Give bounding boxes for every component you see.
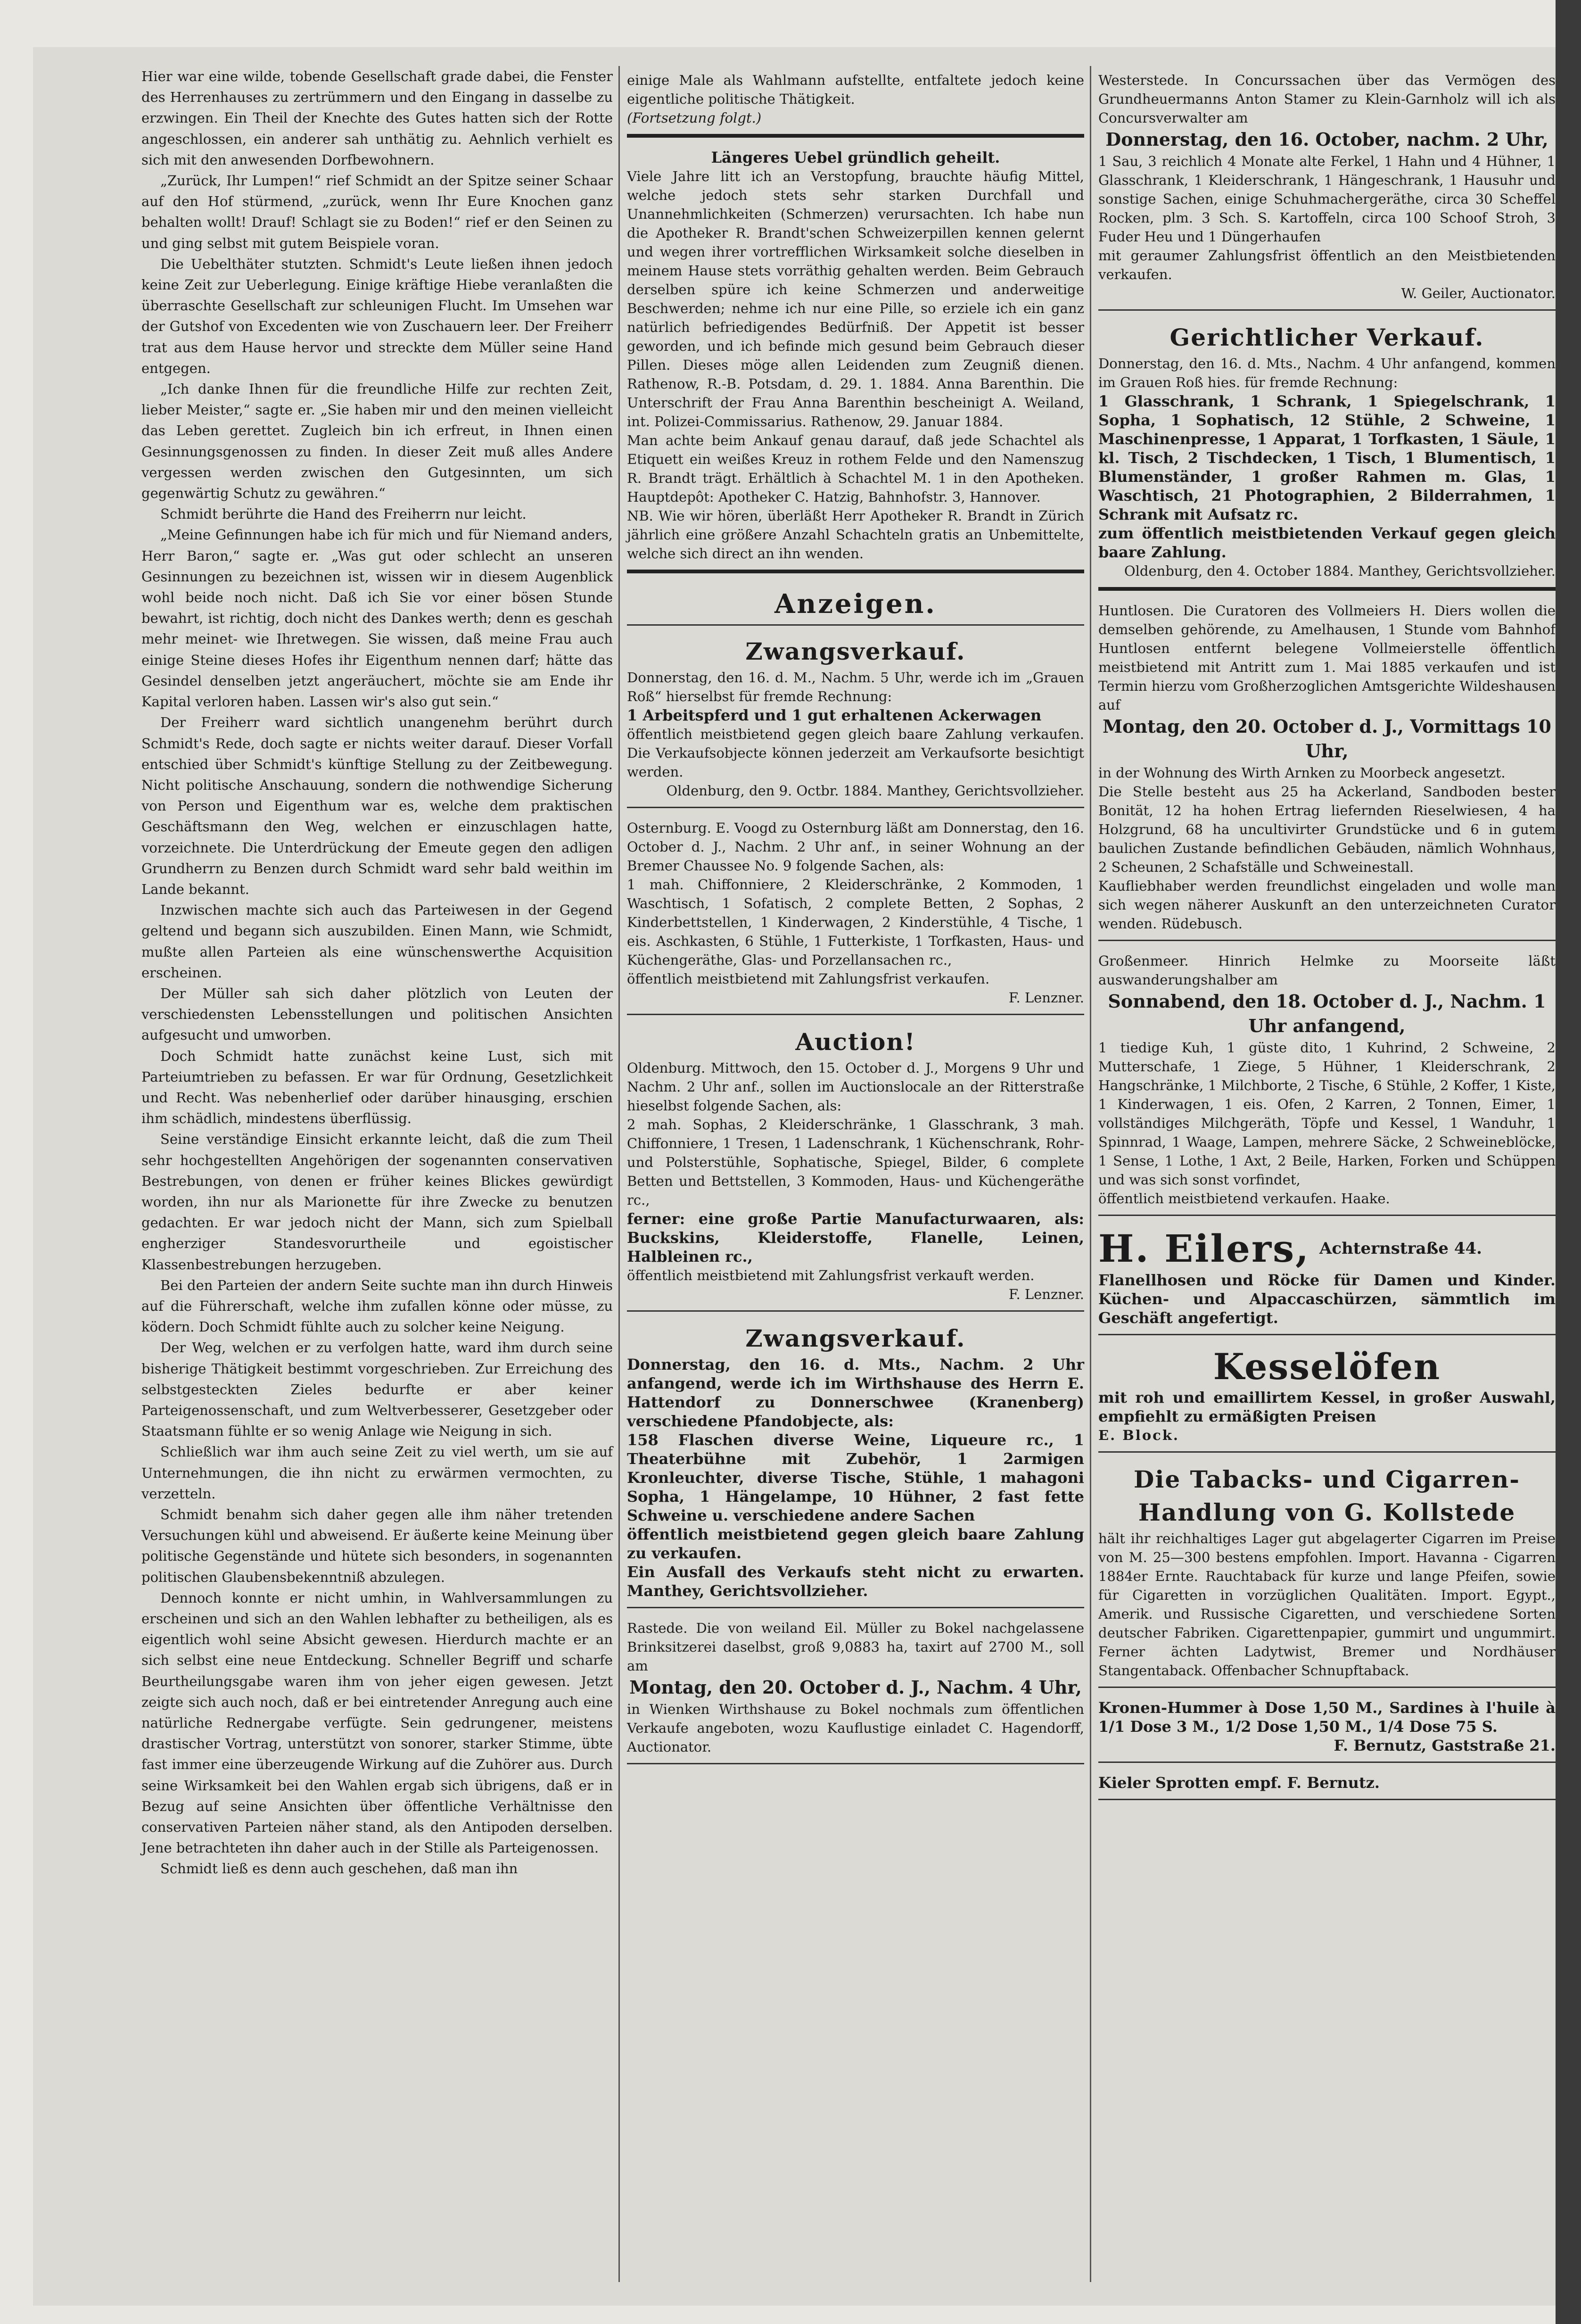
- ad-signature: F. Lenzner.: [1008, 1286, 1084, 1302]
- continued-note: (Fortsetzung folgt.): [627, 110, 762, 126]
- ad-signature: F. Bernutz, Gaststraße 21.: [1334, 1737, 1556, 1754]
- ad-eilers: [1098, 1222, 1556, 1335]
- story-paragraph: „Meine Gefinnungen habe ich für mich und für Niemand anders, Herr Baron,“ sagte er. „Was gut oder schlecht an unseren Gesinnungen zu bezeichnen ist, wissen wir in diesem Augenblick wohl beide noch nicht. Daß ich Sie vor einer bösen Stunde bewahrt, ist richtig, doch nicht des Dankes werth; denn es geschah mehr meinet- wie Ihretwegen. Sie wissen, daß meine Frau auch einige Steine dieses Hofes ihr Eigenthum nennen darf; hätte das Gesindel denselben jetzt angeräuchert, möchte sie am Ende ihr Kapital verloren haben. Lassen wir's also gut sein.“: [141, 527, 613, 710]
- story-paragraph: Schmidt berührte die Hand des Freiherrn nur leicht.: [160, 506, 527, 522]
- ad-zwangsverkauf: [627, 630, 1084, 808]
- ad-text: Flanellhosen und Röcke für Damen und Kinder. Küchen- und Alpaccaschürzen, sämmtlich im Geschäft angefertigt.: [1098, 1271, 1556, 1327]
- ad-text: mit geraumer Zahlungsfrist öffentlich an den Meistbietenden verkaufen.: [1098, 248, 1556, 282]
- ad-text: Die Stelle besteht aus 25 ha Ackerland, Sandboden bester Bonität, 12 ha hohen Ertrag liefernden Rieselwiesen, 4 ha Holzgrund, 68 ha uncultivirter Grundstücke und 6 in gutem baulichen Zustande befindlichen Gebäuden, nämlich Wohnhaus, 2 Scheunen, 2 Schafställe und Schweinestall.: [1098, 784, 1556, 875]
- ad-items: 1 mah. Chiffonniere, 2 Kleiderschränke, 2 Kommoden, 1 Waschtisch, 1 Sofatisch, 2 complete Betten, 2 Sophas, 2 Kinderbettstellen, 1 Kinderwagen, 2 Kinderstühle, 4 Tische, 1 eis. Aschkasten, 6 Stühle, 1 Futterkiste, 1 Torfkasten, Haus- und Küchengeräthe, Glas- und Porzellansachen rc.,: [627, 877, 1084, 968]
- ad-title: Längeres Uebel gründlich geheilt.: [711, 149, 1000, 166]
- ad-date: Montag, den 20. October d. J., Nachm. 4 Uhr,: [629, 1677, 1082, 1698]
- ad-kronen-hummer: [1098, 1694, 1556, 1763]
- ads-column-right: [1098, 66, 1556, 1806]
- ad-kieler-sprotten: [1098, 1769, 1556, 1800]
- story-paragraph: einige Male als Wahlmann aufstellte, entfaltete jedoch keine eigentliche politische Thätigkeit.: [627, 72, 1084, 107]
- ad-text: in der Wohnung des Wirth Arnken zu Moorbeck angesetzt.: [1098, 765, 1506, 781]
- ad-items: 1 Glasschrank, 1 Schrank, 1 Spiegelschrank, 1 Sopha, 1 Sophatisch, 12 Stühle, 2 Schweine, 1 Maschinenpresse, 1 Apparat, 1 Torfkasten, 1 Säule, 1 kl. Tisch, 2 Tischdecken, 1 Tisch, 1 Blumentisch, 1 Blumenständer, 1 großer Rahmen m. Glas, 1 Waschtisch, 21 Photographien, 2 Bilderrahmen, 1 Schrank mit Aufsatz rc.: [1098, 392, 1556, 523]
- ad-title: Gerichtlicher Verkauf.: [1169, 323, 1484, 351]
- story-paragraph: Inzwischen machte sich auch das Parteiwesen in der Gegend geltend und begann sich auszubilden. Einen Mann, wie Schmidt, mußte allen Parteien als eine wünschenswerthe Acquisition erscheinen.: [141, 902, 613, 981]
- ad-text: in Wienken Wirthshause zu Bokel nochmals zum öffentlichen Verkaufe angeboten, wozu Kauflustige einladet C. Hagendorff, Auctionator.: [627, 1701, 1084, 1755]
- ad-text: Donnerstag, den 16. d. Mts., Nachm. 4 Uhr anfangend, kommen im Grauen Roß hies. für fremde Rechnung:: [1098, 356, 1556, 390]
- story-paragraph: Schmidt benahm sich daher gegen alle ihm näher tretenden Versuchungen kühl und abweisend. Er äußerte keine Meinung über politische Gegenstände und hütete sich besonders, in sogenannten politischen Glaubensbekenntniß abzulegen.: [141, 1506, 613, 1585]
- ad-signature: Ein Ausfall des Verkaufs steht nicht zu erwarten. Manthey, Gerichtsvollzieher.: [627, 1563, 1084, 1600]
- ad-items: 158 Flaschen diverse Weine, Liqueure rc., 1 Theaterbühne mit Zubehör, 1 2armigen Kronleuchter, diverse Tische, Stühle, 1 mahagoni Sopha, 1 Hängelampe, 10 Hühner, 2 fast fette Schweine u. verschiedene andere Sachen: [627, 1431, 1084, 1524]
- story-paragraph: Seine verständige Einsicht erkannte leicht, daß die zum Theil sehr hochgestellten Angehörigen der sogenannten conservativen Bestrebungen, von denen er früher keines Blickes gewürdigt worden, ihn nur als Marionette für ihre Zwecke zu benutzen gedachten. Er war jedoch nicht der Mann, sich zum Spielball engherziger Standesvorurtheile und egoistischer Klassenbestrebungen herzugeben.: [141, 1131, 613, 1273]
- ad-text: Kaufliebhaber werden freundlichst eingeladen und wolle man sich wegen näherer Auskunft an den unterzeichneten Curator wenden. Rüdebusch.: [1098, 878, 1556, 932]
- ad-title: Zwangsverkauf.: [745, 637, 966, 665]
- ad-signature: Oldenburg, den 9. Octbr. 1884. Manthey, Gerichtsvollzieher.: [666, 783, 1084, 799]
- story-paragraph: Die Uebelthäter stutzten. Schmidt's Leute ließen ihnen jedoch keine Zeit zur Ueberlegung. Einige kräftige Hiebe veranlaßten die überraschte Gesellschaft zur schleunigen Flucht. Im Umsehen war der Gutshof von Excedenten wie von Zuschauern leer. Der Freiherr trat aus dem Hause hervor und streckte dem Müller seine Hand entgegen.: [141, 256, 613, 376]
- ad-text: Man achte beim Ankauf genau darauf, daß jede Schachtel als Etiquett ein weißes Kreuz in rothem Felde und den Namenszug R. Brandt trägt. Erhältlich à Schachtel M. 1 in den Apotheken. Hauptdepôt: Apotheker C. Hatzig, Bahnhofstr. 3, Hannover.: [627, 432, 1084, 505]
- ad-items: 1 Arbeitspferd und 1 gut erhaltenen Ackerwagen: [627, 706, 1042, 724]
- ad-westerstede: [1098, 66, 1556, 311]
- ad-date: Sonnabend, den 18. October d. J., Nachm. 1 Uhr anfangend,: [1108, 991, 1546, 1036]
- column-rule: [618, 66, 620, 2282]
- ad-text: ferner: eine große Partie Manufacturwaaren, als: Buckskins, Kleiderstoffe, Flanelle, Leinen, Halbleinen rc.,: [627, 1210, 1084, 1265]
- story-paragraph: Doch Schmidt hatte zunächst keine Lust, sich mit Parteiumtrieben zu befassen. Er war für Ordnung, Gesetzlichkeit und Recht. Was nebenherlief oder darüber hinausging, erschien ihm schädlich, mindestens überflüssig.: [141, 1048, 613, 1127]
- story-paragraph: Der Weg, welchen er zu verfolgen hatte, ward ihm durch seine bisherige Thätigkeit bestimmt vorgeschrieben. Zur Erreichung des selbstgesteckten Zieles bedurfte er aber keiner Parteigenossenschaft, und zum Weltverbesserer, Gesetzgeber oder Staatsmann fühlte er so wenig Anlage wie Neigung in sich.: [141, 1340, 613, 1439]
- ad-title: Kesselöfen: [1213, 1346, 1441, 1388]
- ad-text: mit roh und emaillirtem Kessel, in großer Auswahl, empfiehlt zu ermäßigten Preisen: [1098, 1389, 1556, 1425]
- story-paragraph: „Zurück, Ihr Lumpen!“ rief Schmidt an der Spitze seiner Schaar auf den Hof stürmend, „zurück, wenn Ihr Eure Knochen ganz behalten wollt! Drauf! Schlagt sie zu Boden!“ rief er den Seinen zu und ging selbst mit gutem Beispiele voran.: [141, 173, 613, 251]
- ad-text: NB. Wie wir hören, überläßt Herr Apotheker R. Brandt in Zürich jährlich eine größere Anzahl Schachteln gratis an Unbemittelte, welche sich direct an ihn wenden.: [627, 508, 1084, 562]
- ad-text: öffentlich meistbietend mit Zahlungsfrist verkauft werden.: [627, 1267, 1035, 1283]
- ad-signature: W. Geiler, Auctionator.: [1401, 285, 1556, 301]
- ad-header: [1098, 1226, 1556, 1271]
- ad-brand: H. Eilers,: [1098, 1226, 1310, 1271]
- story-continuation: [627, 66, 1084, 138]
- ad-text: Kieler Sprotten empf. F. Bernutz.: [1098, 1774, 1380, 1792]
- page-edge-shadow: [1556, 0, 1581, 2324]
- ad-text: Osternburg. E. Voogd zu Osternburg läßt am Donnerstag, den 16. October d. J., Nachm. 2 Uhr anf., in seiner Wohnung an der Bremer Chaussee No. 9 folgende Sachen, als:: [627, 820, 1084, 874]
- column-rule: [1090, 66, 1091, 2282]
- ad-title: Die Tabacks- und Cigarren-Handlung von G. Kollstede: [1134, 1465, 1520, 1526]
- ad-text: öffentlich meistbietend gegen gleich baare Zahlung zu verkaufen.: [627, 1525, 1084, 1562]
- story-paragraph: Schmidt ließ es denn auch geschehen, daß man ihn: [160, 1861, 518, 1877]
- ad-text: Oldenburg. Mittwoch, den 15. October d. J., Morgens 9 Uhr und Nachm. 2 Uhr anf., sollen im Auctionslocale an der Ritterstraße hieselbst folgende Sachen, als:: [627, 1060, 1084, 1114]
- ad-title: Auction!: [795, 1028, 916, 1056]
- ad-title: Zwangsverkauf.: [745, 1324, 966, 1352]
- ad-auction: [627, 1021, 1084, 1312]
- story-paragraph: Schließlich war ihm auch seine Zeit zu viel werth, um sie auf Unternehmungen, die ihn nicht zu erwärmen vermochten, zu verzetteln.: [141, 1444, 613, 1502]
- ad-huntlosen: [1098, 596, 1556, 941]
- ad-rastede: [627, 1614, 1084, 1764]
- ad-text: öffentlich meistbietend verkaufen. Haake.: [1098, 1191, 1390, 1207]
- ads-column-middle: [627, 66, 1084, 1770]
- ad-items: 2 mah. Sophas, 2 Kleiderschränke, 1 Glasschrank, 3 mah. Chiffonniere, 1 Tresen, 1 Ladenschrank, 1 Küchenschrank, Rohr- und Polsterstühle, Sophatische, Spiegel, Bilder, 6 complete Betten und Bettstellen, 3 Kommoden, Haus- und Küchengeräthe rc.,: [627, 1117, 1084, 1208]
- story-column: [141, 66, 613, 1879]
- ad-text: zum öffentlich meistbietenden Verkauf gegen gleich baare Zahlung.: [1098, 524, 1556, 561]
- ad-signature: F. Lenzner.: [1008, 990, 1084, 1006]
- story-paragraph: Dennoch konnte er nicht umhin, in Wahlversammlungen zu erscheinen und sich an den Wahlen lebhafter zu betheiligen, als es eigentlich wohl seine Absicht gewesen. Hierdurch machte er an sich selbst eine neue Entdeckung. Schneller Begriff und scharfe Beurtheilungsgabe waren ihm von jeher eigen gewesen. Jetzt zeigte sich auch noch, daß er bei eintretender Anregung auch eine natürliche Rednergabe verfügte. Sein gedrungener, meistens drastischer Vortrag, unterstützt von sonorer, starker Stimme, übte fast immer eine überzeugende Wirkung auf die Zuhörer aus. Durch seine Wirksamkeit bei den Wahlen ergab sich übrigens, daß er in Bezug auf seine Ansichten über öffentliche Verhältnisse den conservativen Parteien näher stand, als den Antipoden derselben. Jene betrachteten ihn daher auch in der Stille als Parteigenossen.: [141, 1589, 613, 1856]
- story-paragraph: Der Freiherr ward sichtlich unangenehm berührt durch Schmidt's Rede, doch sagte er nichts weiter darauf. Dieser Vorfall entschied über Schmidt's künftige Stellung zu der Zeitbewegung. Nicht politische Anschauung, sondern die nothwendige Sicherung von Person und Eigenthum war es, welche dem praktischen Geschäftsmann den Weg, welchen er einzuschlagen hatte, vorzeichnete. Die Unterdrückung der Emeute gegen den adligen Grundherrn zu Benzen durch Schmidt ward sehr bald weithin im Lande bekannt.: [141, 714, 613, 897]
- ad-text: Großenmeer. Hinrich Helmke zu Moorseite läßt auswanderungshalber am: [1098, 953, 1556, 988]
- ad-text: hält ihr reichhaltiges Lager gut abgelagerter Cigarren im Preise von M. 25—300 bestens empfohlen. Import. Havanna - Cigarren 1884er Ernte. Rauchtaback für kurze und lange Pfeifen, sowie für Cigaretten in vorzüglichen Qualitäten. Import. Egypt., Amerik. und Russische Cigaretten, und verschiedene Sorten deutscher Fabriken. Cigarettenpapier, gummirt und ungummirt. Ferner ächten Ladytwist, Bremer und Nordhäuser Stangentaback. Offenbacher Schnupftaback.: [1098, 1530, 1556, 1679]
- story-paragraph: Hier war eine wilde, tobende Gesellschaft grade dabei, die Fenster des Herrenhauses zu zertrümmern und den Eingang in dasselbe zu erzwingen. Ein Theil der Knechte des Gutes hatten sich der Rotte angeschlossen, ein anderer sah unthätig zu. Aehnlich verhielt es sich mit den anwesenden Dorfbewohnern.: [141, 68, 613, 168]
- ad-pills: [627, 143, 1084, 573]
- ad-text: Rastede. Die von weiland Eil. Müller zu Bokel nachgelassene Brinksitzerei daselbst, groß 9,0883 ha, taxirt auf 2700 M., soll am: [627, 1620, 1084, 1674]
- ad-grossenmeer: [1098, 947, 1556, 1216]
- ad-date: Donnerstag, den 16. October, nachm. 2 Uhr,: [1105, 129, 1548, 150]
- ad-text: Westerstede. In Concurssachen über das Vermögen des Grundheuermanns Anton Stamer zu Klein-Garnholz will ich als Concursverwalter am: [1098, 72, 1556, 126]
- ad-address: Achternstraße 44.: [1319, 1239, 1482, 1258]
- ad-text: Donnerstag, den 16. d. Mts., Nachm. 2 Uhr anfangend, werde ich im Wirthshause des Herrn E. Hattendorf zu Donnerschwee (Kranenberg) verschiedene Pfandobjecte, als:: [627, 1356, 1084, 1430]
- story-paragraph: „Ich danke Ihnen für die freundliche Hilfe zur rechten Zeit, lieber Meister,“ sagte er. „Sie haben mir und den meinen vielleicht das Leben gerettet. Zugleich bin ich erfreut, in Ihnen einen Gesinnungsgenossen zu finden. In dieser Zeit muß alles Andere vergessen werden zwischen den Gutgesinnten, um sich gegenwärtig Schutz zu gewähren.“: [141, 381, 613, 502]
- story-paragraph: Bei den Parteien der andern Seite suchte man ihn durch Hinweis auf die Führerschaft, welche ihm zufallen könne oder müsse, zu ködern. Doch Schmidt fühlte auch zu solcher keine Neigung.: [141, 1277, 613, 1335]
- ad-osternburg: [627, 814, 1084, 1015]
- ad-signature: E. Block.: [1098, 1427, 1180, 1443]
- ad-items: 1 Sau, 3 reichlich 4 Monate alte Ferkel, 1 Hahn und 4 Hühner, 1 Glasschrank, 1 Kleiderschrank, 1 Hängeschrank, 1 Hausuhr und sonstige Sachen, einige Schuhmachergeräthe, circa 30 Scheffel Rocken, plm. 3 Sch. S. Kartoffeln, circa 100 Schoof Stroh, 3 Fuder Heu und 1 Düngerhaufen: [1098, 153, 1556, 245]
- ad-date: Montag, den 20. October d. J., Vormittags 10 Uhr,: [1103, 716, 1551, 761]
- ad-signature: Oldenburg, den 4. October 1884. Manthey, Gerichtsvollzieher.: [1124, 563, 1556, 579]
- ad-text: Viele Jahre litt ich an Verstopfung, brauchte häufig Mittel, welche jedoch stets sehr starken Durchfall und Unannehmlichkeiten (Schmerzen) verursachten. Ich habe nun die Apotheker R. Brandt'schen Schweizerpillen kennen gelernt und wegen ihrer vortrefflichen Wirksamkeit solche dieselben in meinem Hause stets vorräthig gehalten werden. Beim Gebrauch derselben spüre ich keine Schmerzen und anderweitige Beschwerden; nehme ich nur eine Pille, so erziele ich ein ganz natürlich befriedigendes Bedürfniß. Der Appetit ist besser geworden, und ich befinde mich gesund beim Gebrauch dieser Pillen. Dieses möge allen Leidenden zum Zeugniß dienen. Rathenow, R.-B. Potsdam, d. 29. 1. 1884. Anna Barenthin. Die Unterschrift der Frau Anna Barenthin bescheinigt A. Weiland, int. Polizei-Commissarius. Rathenow, 29. Januar 1884.: [627, 168, 1084, 430]
- ad-text: Donnerstag, den 16. d. M., Nachm. 5 Uhr, werde ich im „Grauen Roß“ hierselbst für fremde Rechnung:: [627, 670, 1084, 704]
- ad-items: 1 tiedige Kuh, 1 güste dito, 1 Kuhrind, 2 Schweine, 2 Mutterschafe, 1 Ziege, 5 Hühner, 1 Kleiderschrank, 2 Hangschränke, 1 Milchborte, 2 Tische, 6 Stühle, 2 Koffer, 1 Kiste, 1 Kinderwagen, 1 eis. Ofen, 2 Karren, 2 Tonnen, Eimer, 1 vollständiges Milchgeräth, Töpfe und Kessel, 1 Wanduhr, 1 Spinnrad, 1 Waage, Lampen, mehrere Säcke, 2 Schweineblöcke, 1 Sense, 1 Lothe, 1 Axt, 2 Beile, Harken, Forken und Schüppen und was sich sonst vorfindet,: [1098, 1040, 1556, 1188]
- ad-kesseloefen: [1098, 1341, 1556, 1453]
- ad-text: Huntlosen. Die Curatoren des Vollmeiers H. Diers wollen die demselben gehörende, zu Amelhausen, 1 Stunde vom Bahnhof Huntlosen entfernt belegene Vollmeierstelle öffentlich meistbietend mit Antritt zum 1. Mai 1885 verkaufen und ist Termin hierzu vom Großherzoglichen Amtsgerichte Wildeshausen auf: [1098, 603, 1556, 713]
- ad-gerichtlicher-verkauf: [1098, 316, 1556, 591]
- ad-text: Kronen-Hummer à Dose 1,50 M., Sardines à l'huile à 1/1 Dose 3 M., 1/2 Dose 1,50 M., 1/4 Dose 75 S.: [1098, 1699, 1556, 1736]
- ad-text: öffentlich meistbietend gegen gleich baare Zahlung verkaufen. Die Verkaufsobjecte können jederzeit am Verkaufsorte besichtigt werden.: [627, 726, 1084, 780]
- story-paragraph: Der Müller sah sich daher plötzlich von Leuten der verschiedensten Lebensstellungen und politischen Ansichten aufgesucht und umworben.: [141, 985, 613, 1043]
- ad-tabak: [1098, 1458, 1556, 1688]
- section-heading: Anzeigen.: [627, 579, 1084, 626]
- ad-text: öffentlich meistbietend mit Zahlungsfrist verkaufen.: [627, 971, 990, 987]
- ad-zwangsverkauf-2: [627, 1317, 1084, 1608]
